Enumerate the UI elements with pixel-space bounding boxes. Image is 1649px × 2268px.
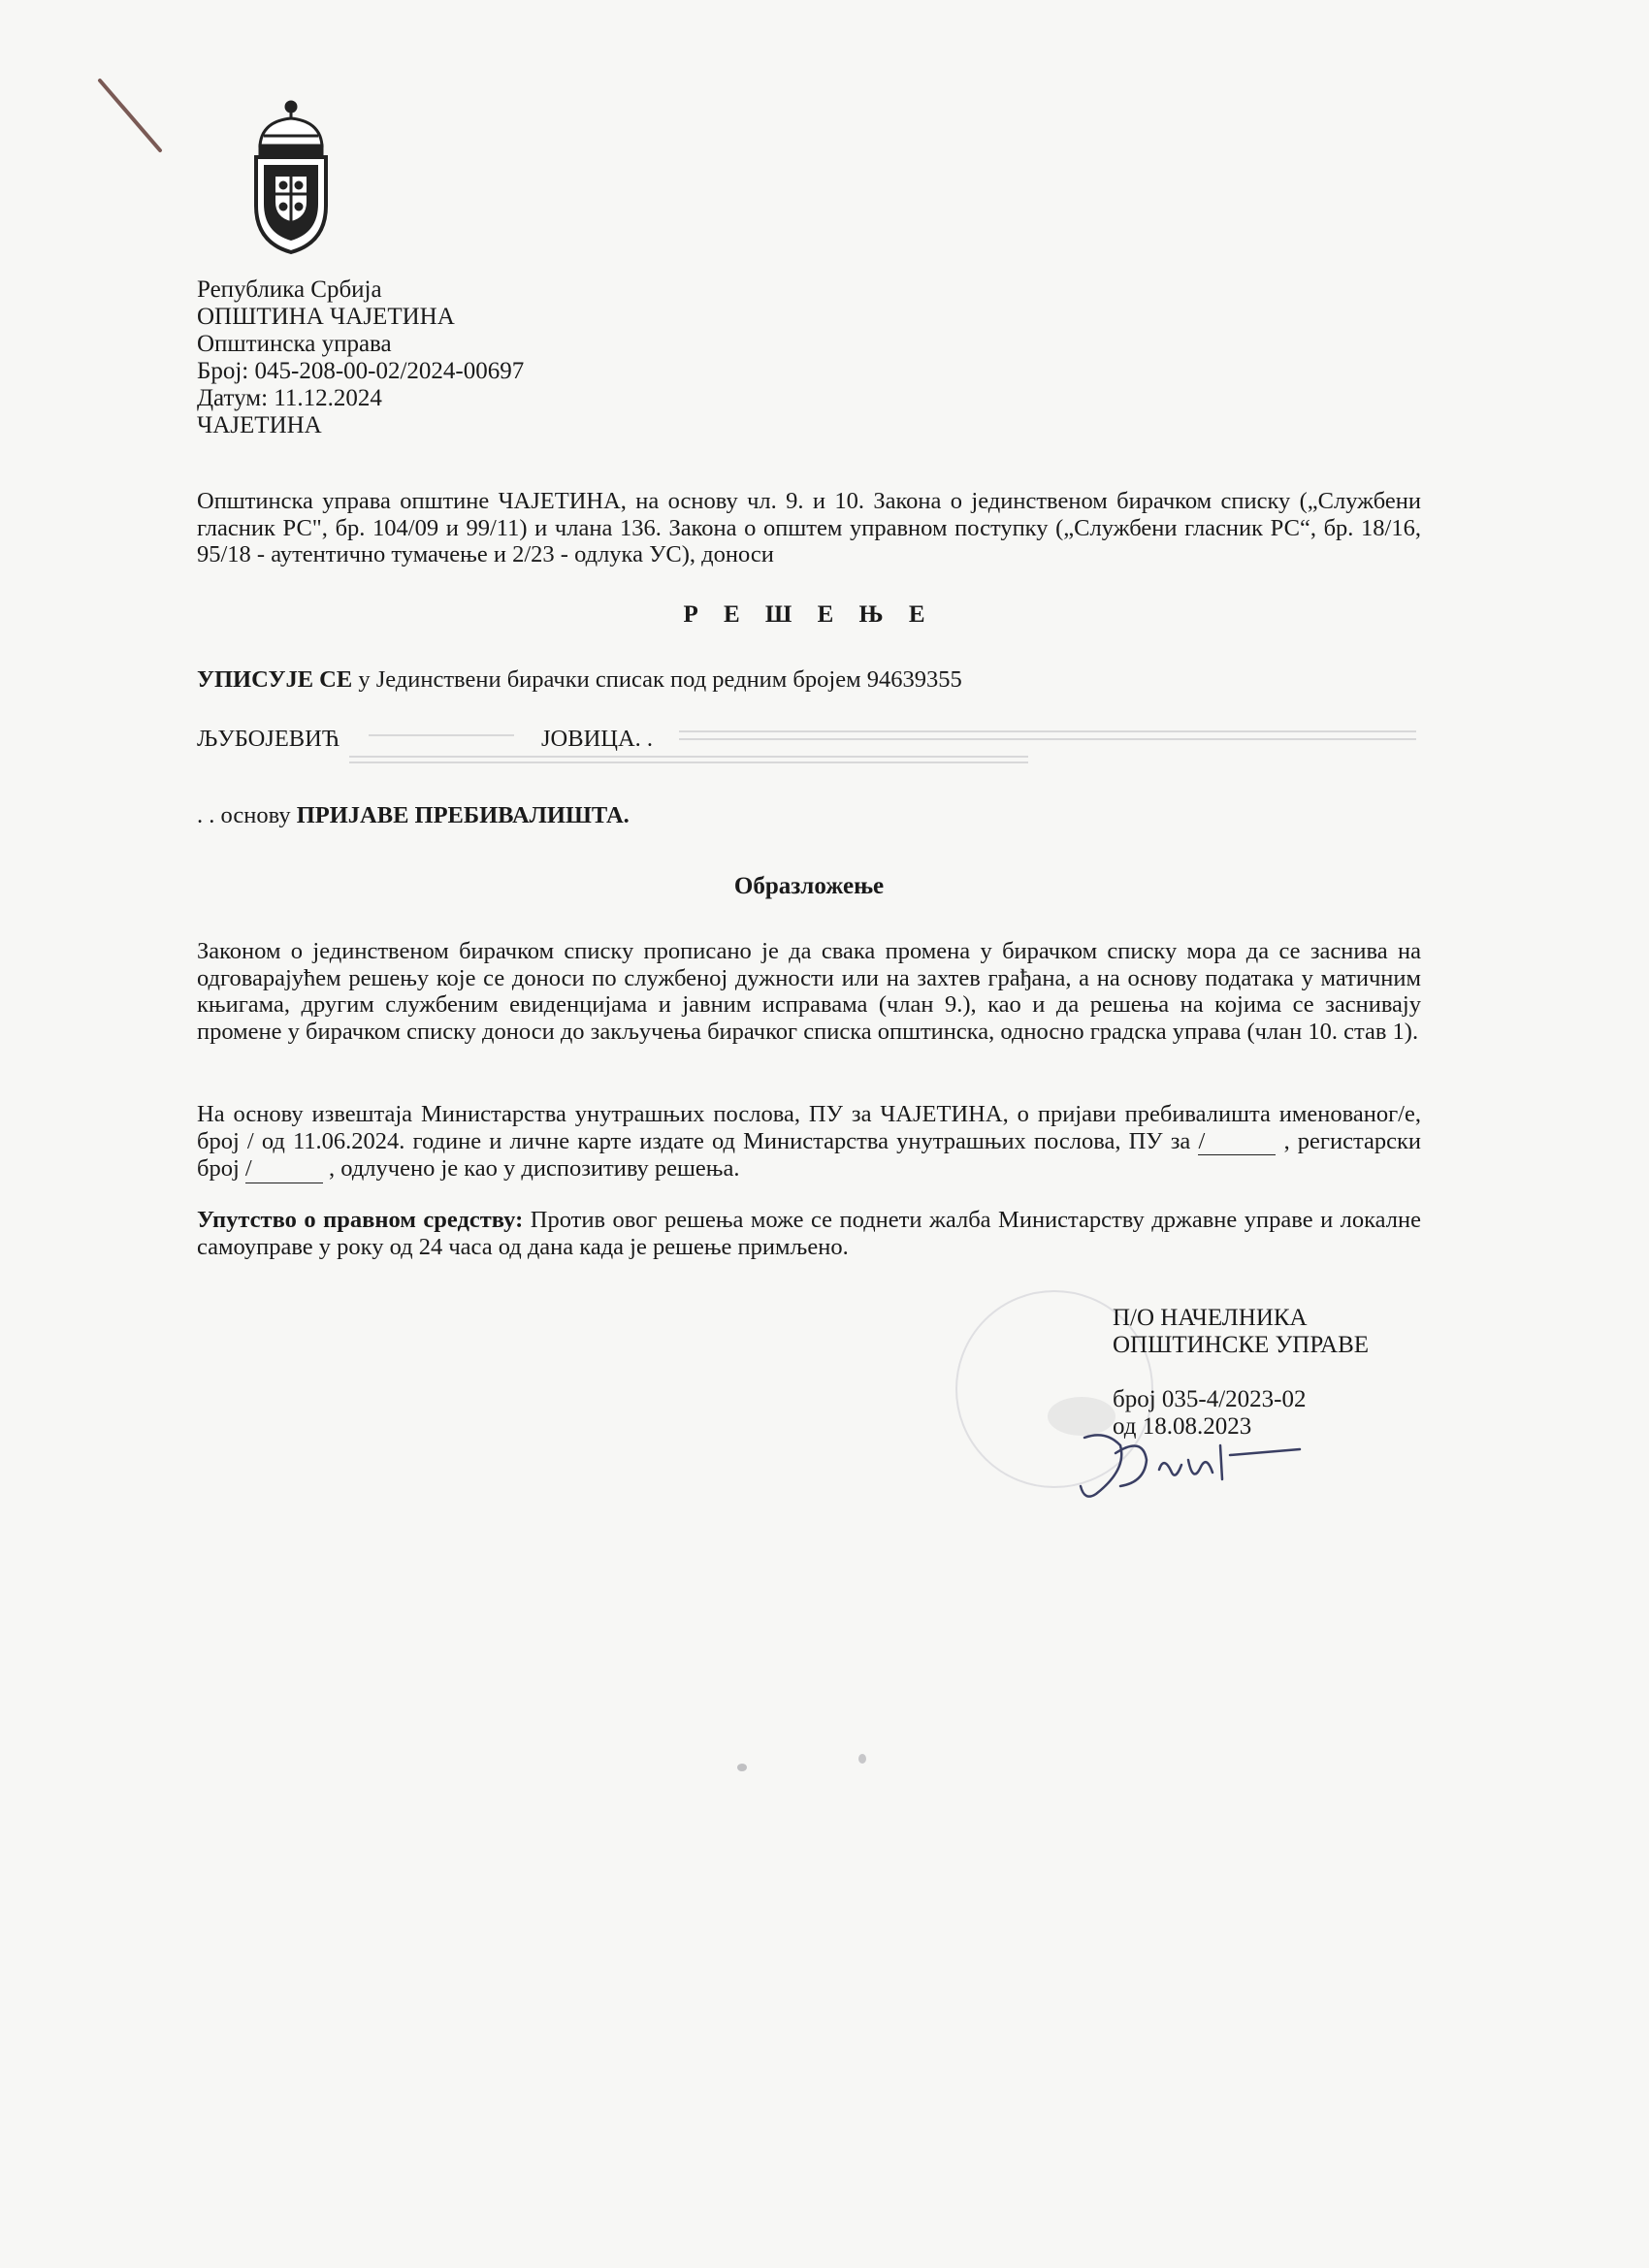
person-line [197, 726, 340, 753]
handwritten-signature [1067, 1426, 1319, 1513]
enroll-line [197, 666, 1421, 694]
basis-prefix: . . основу [197, 802, 297, 828]
enroll-rest: у Јединствени бирачки списак под редним бројем 94639355 [352, 666, 962, 693]
intro-paragraph: Општинска управа општине ЧАЈЕТИНА, на основу чл. 9. и 10. Закона о јединственом бирачком списку („Службени гласник РС", бр. 104/09 и 99/11) и члана 136. Закона о општем управном поступку („Службени гласник РС“, бр. 18/16, 95/18 - аутентично тумачење и 2/23 - одлука УС), доноси [197, 488, 1421, 567]
header-date: Датум: 11.12.2024 [197, 385, 382, 411]
header-administration: Општинска управа [197, 331, 392, 357]
header-block [197, 276, 524, 439]
redacted-area [349, 718, 1426, 786]
id-card-blank: / [1198, 1128, 1276, 1156]
basis-bold: ПРИЈАВЕ ПРЕБИВАЛИШТА. [296, 802, 630, 828]
explanation-paragraph-2 [197, 1101, 1421, 1183]
enroll-bold: УПИСУЈЕ СЕ [197, 666, 353, 693]
signature-block [1113, 1305, 1369, 1441]
explanation-p2-part3: , одлучено је као у диспозитиву решења. [329, 1155, 740, 1182]
authorization-date: од 18.08.2023 [1113, 1413, 1252, 1440]
registry-number-blank: / [245, 1155, 323, 1183]
instruction-rest: Против овог решења може се поднети жалба Министарству државне управе и локалне самоуправе у року од 24 часа од дана када је решење примљено. [197, 1207, 1421, 1260]
explanation-title: Образложење [733, 873, 885, 899]
signature-title-1: П/О НАЧЕЛНИКА [1113, 1305, 1308, 1331]
explanation-paragraph-1: Законом о јединственом бирачком списку прописано је да свака промена у бирачком списку мора да се заснива на одговарајућем решењу које се доноси по службеној дужности или на захтев грађана, а на основу података у матичним књигама, другим службеним евиденцијама и јавним исправама (члан 9.), као и да решења на којима се заснивају промене у бирачком списку доноси до закључења бирачког списка општинска, односно градска управа (члан 10. став 1). [197, 938, 1421, 1045]
coat-of-arms-icon [242, 97, 340, 257]
staple-mark [92, 73, 170, 160]
header-place: ЧАЈЕТИНА [197, 412, 322, 438]
authorization-number: број 035-4/2023-02 [1113, 1386, 1307, 1412]
explanation-p2-part2: , регистарски број [197, 1127, 1421, 1182]
signature-spacer [1113, 1359, 1369, 1386]
instruction-bold: Упутство о правном средству: [197, 1207, 524, 1233]
legal-remedy-instruction [197, 1207, 1421, 1260]
scan-speck [737, 1764, 747, 1771]
person-surname: ЉУБОЈЕВИЋ [197, 726, 340, 752]
scan-speck [858, 1754, 866, 1764]
explanation-p2-part1: На основу извештаја Министарства унутрашњих послова, ПУ за ЧАЈЕТИНА, о пријави пребивалишта именованог/е, број / од 11.06.2024. године и личне карте издате од Министарства унутрашњих послова, ПУ за [197, 1101, 1421, 1154]
basis-line [197, 802, 1421, 829]
header-country: Република Србија [197, 276, 382, 303]
signature-title-2: ОПШТИНСКЕ УПРАВЕ [1113, 1332, 1370, 1358]
header-municipality: ОПШТИНА ЧАЈЕТИНА [197, 304, 455, 330]
header-number: Број: 045-208-00-02/2024-00697 [197, 358, 525, 384]
person-name-partial: ЈОВИЦА. . [541, 726, 654, 752]
decision-title: Р Е Ш Е Њ Е [683, 601, 935, 628]
